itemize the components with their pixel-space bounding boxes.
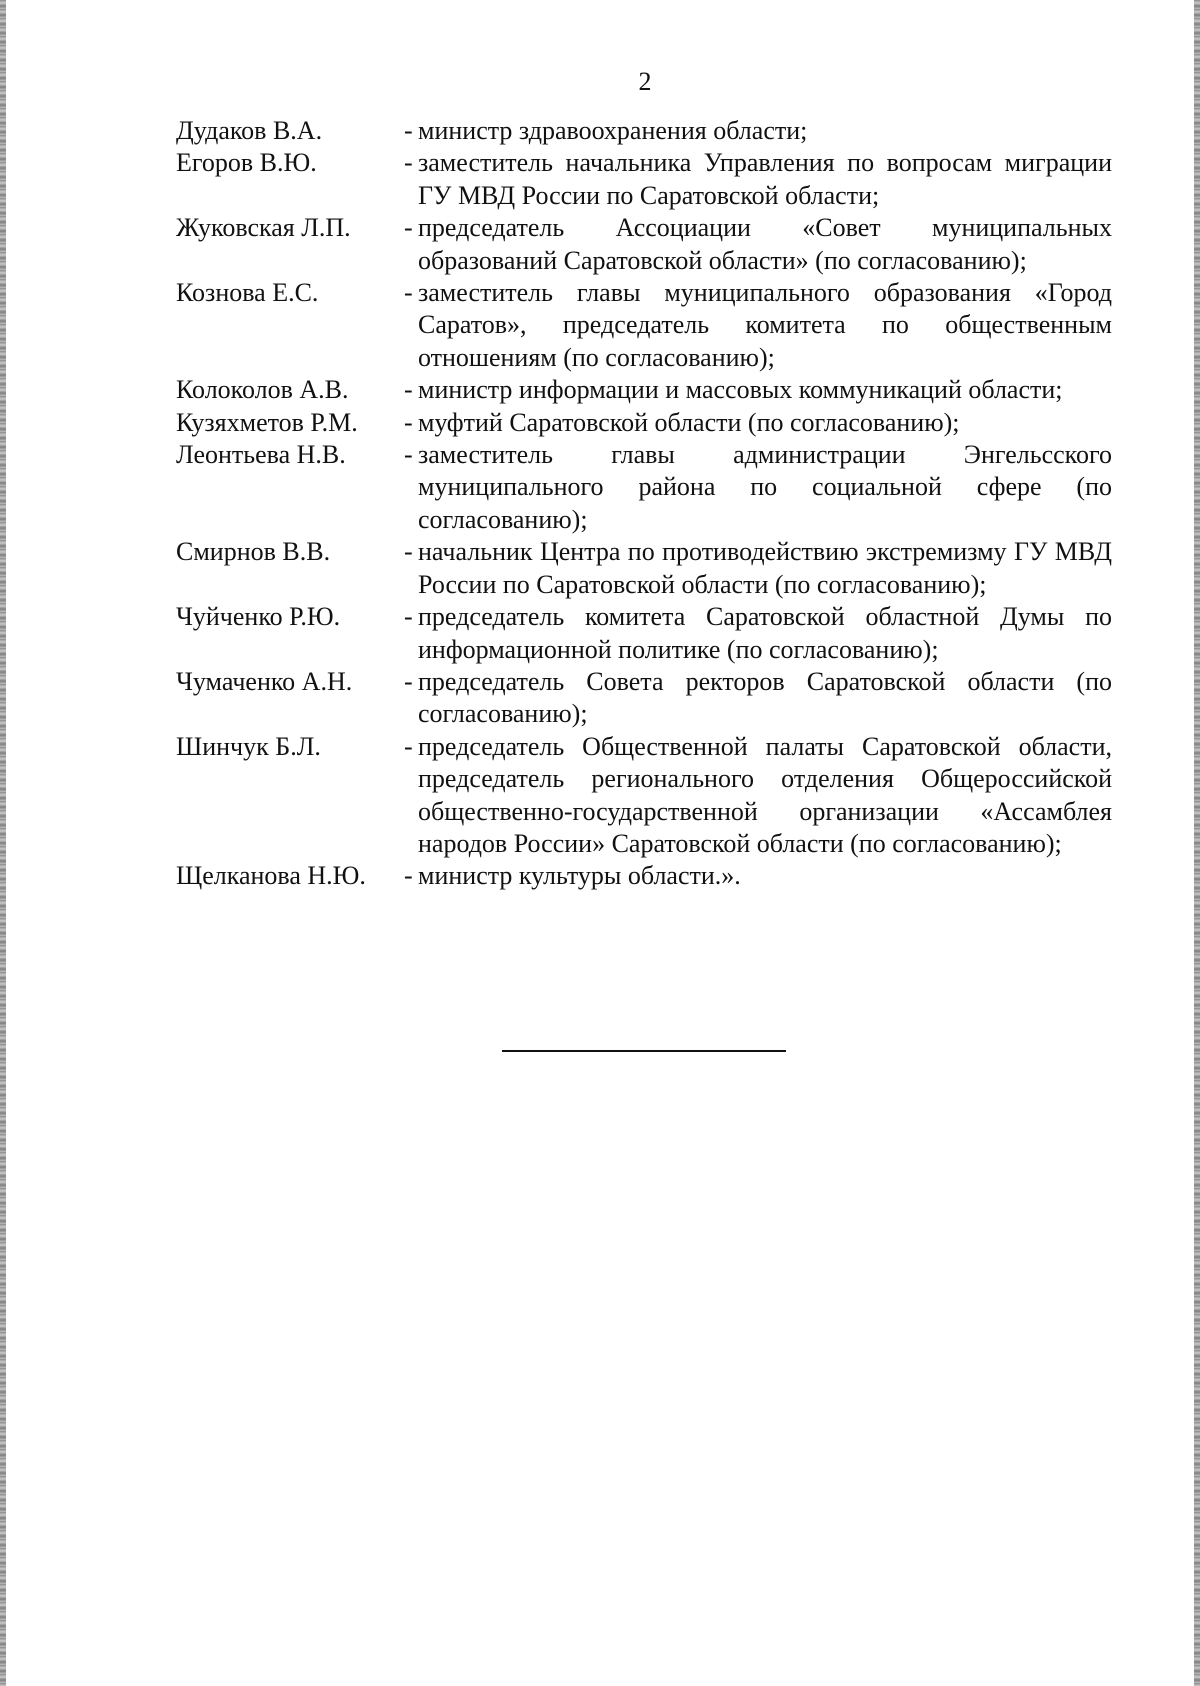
- member-role: заместитель начальника Управления по вопросам миграции ГУ МВД России по Саратовской области;: [418, 148, 1112, 210]
- member-name: Щелканова Н.Ю.: [176, 861, 366, 891]
- member-name: Шинчук Б.Л.: [176, 731, 321, 761]
- member-name: Кузяхметов Р.М.: [176, 407, 358, 437]
- dash: -: [404, 213, 413, 243]
- closing-rule: [502, 1050, 786, 1052]
- list-item: [176, 212, 1112, 277]
- dash: -: [404, 731, 413, 761]
- member-name: Жуковская Л.П.: [176, 213, 351, 243]
- list-item: [176, 407, 1112, 439]
- dash: -: [404, 602, 413, 632]
- dash: -: [404, 407, 413, 437]
- list-item: [176, 536, 1112, 601]
- list-item: [176, 731, 1112, 861]
- member-name: Леонтьева Н.В.: [176, 440, 346, 470]
- member-role: заместитель главы администрации Энгельсского муниципального района по социальной сфере (по согласованию);: [418, 440, 1112, 534]
- member-name: Чумаченко А.Н.: [176, 666, 353, 696]
- dash: -: [404, 148, 413, 178]
- member-role: председатель Ассоциации «Совет муниципальных образований Саратовской области» (по согласованию);: [418, 213, 1112, 275]
- member-role: министр здравоохранения области;: [418, 116, 808, 145]
- list-item: [176, 601, 1112, 666]
- list-item: [176, 277, 1112, 374]
- member-name: Дудаков В.А.: [176, 116, 323, 145]
- list-item: [176, 666, 1112, 731]
- list-item: [176, 439, 1112, 536]
- dash: -: [404, 537, 413, 567]
- member-role: председатель комитета Саратовской областной Думы по информационной политике (по согласованию);: [418, 602, 1112, 664]
- member-role: начальник Центра по противодействию экстремизму ГУ МВД России по Саратовской области (по согласованию);: [418, 537, 1112, 599]
- scan-edge-left: [0, 0, 6, 1686]
- member-name: Колоколов А.В.: [176, 375, 349, 405]
- dash: -: [404, 440, 413, 470]
- dash: -: [404, 666, 413, 696]
- member-name: Кознова Е.С.: [176, 278, 319, 308]
- list-item: [176, 860, 1112, 892]
- scan-edge-right: [1194, 0, 1200, 1686]
- member-role: министр культуры области.».: [418, 861, 741, 891]
- member-role: заместитель главы муниципального образования «Город Саратов», председатель комитета по общественным отношениям (по согласованию);: [418, 278, 1112, 372]
- dash: -: [404, 375, 413, 405]
- dash: -: [404, 861, 413, 891]
- member-name: Егоров В.Ю.: [176, 148, 317, 178]
- member-name: Смирнов В.В.: [176, 537, 331, 567]
- member-role: муфтий Саратовской области (по согласованию);: [418, 407, 960, 437]
- list-item: [176, 115, 1112, 147]
- dash: -: [404, 116, 413, 145]
- list-item: [176, 147, 1112, 212]
- dash: -: [404, 278, 413, 308]
- member-role: министр информации и массовых коммуникаций области;: [418, 375, 1063, 405]
- member-role: председатель Совета ректоров Саратовской области (по согласованию);: [418, 666, 1112, 729]
- list-item: [176, 374, 1112, 406]
- member-list: [176, 115, 1112, 893]
- member-role: председатель Общественной палаты Саратовской области, председатель регионального отделения Общероссийской общественно-государственной организации «Ассамблея народов России» Саратовской области (по согласованию);: [418, 731, 1112, 858]
- member-name: Чуйченко Р.Ю.: [176, 602, 341, 632]
- page-number: 2: [638, 67, 652, 96]
